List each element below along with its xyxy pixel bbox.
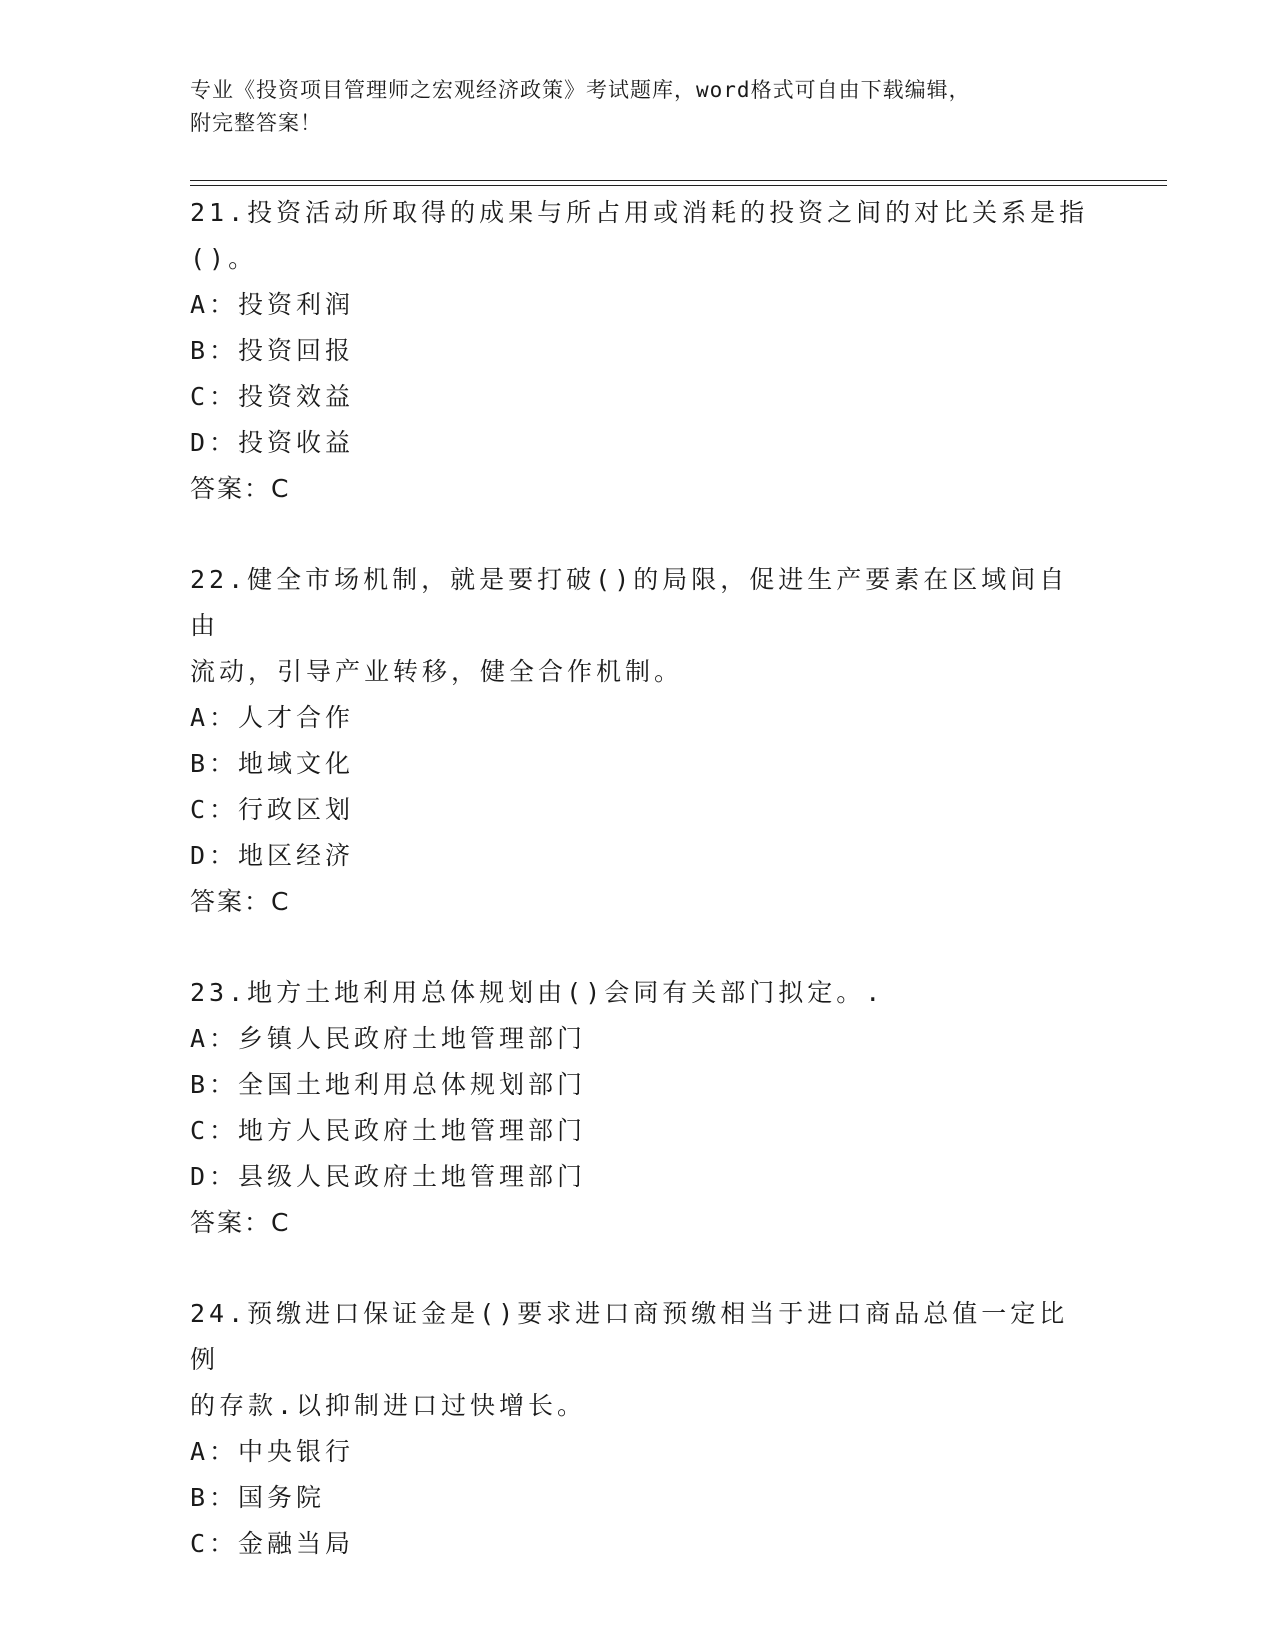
- option-c: C：金融当局: [190, 1529, 355, 1558]
- question-stem-line: 21.投资活动所取得的成果与所占用或消耗的投资之间的对比关系是指: [190, 198, 1089, 227]
- option-d: D：投资收益: [190, 428, 355, 457]
- answer-line: 答案：C: [190, 1208, 291, 1237]
- question-stem-line: 24.预缴进口保证金是()要求进口商预缴相当于进口商品总值一定比例: [190, 1299, 1069, 1374]
- question-stem-line: 的存款.以抑制进口过快增长。: [190, 1391, 587, 1420]
- question-stem-line: 22.健全市场机制，就是要打破()的局限，促进生产要素在区域间自由: [190, 565, 1069, 640]
- option-a: A：乡镇人民政府土地管理部门: [190, 1024, 587, 1053]
- option-d: D：县级人民政府土地管理部门: [190, 1162, 587, 1191]
- option-b: B：全国土地利用总体规划部门: [190, 1070, 587, 1099]
- header-line-2: 附完整答案！: [190, 111, 322, 135]
- header-divider-bottom: [190, 185, 1167, 186]
- question-item: [190, 557, 1090, 925]
- option-c: C：投资效益: [190, 382, 355, 411]
- header-line-1: 专业《投资项目管理师之宏观经济政策》考试题库，word格式可自由下载编辑，: [190, 78, 971, 102]
- question-stem-line: ()。: [190, 244, 258, 273]
- document-header: [190, 74, 1090, 140]
- option-b: B：地域文化: [190, 749, 355, 778]
- question-list: [190, 190, 1090, 1612]
- question-item: [190, 1291, 1090, 1567]
- question-item: [190, 970, 1090, 1246]
- header-divider-top: [190, 180, 1167, 181]
- option-a: A：投资利润: [190, 290, 355, 319]
- option-d: D：地区经济: [190, 841, 355, 870]
- answer-line: 答案：C: [190, 887, 291, 916]
- answer-line: 答案：C: [190, 474, 291, 503]
- option-b: B：投资回报: [190, 336, 355, 365]
- question-stem-line: 流动，引导产业转移，健全合作机制。: [190, 657, 684, 686]
- option-c: C：地方人民政府土地管理部门: [190, 1116, 587, 1145]
- option-a: A：人才合作: [190, 703, 355, 732]
- question-stem-line: 23.地方土地利用总体规划由()会同有关部门拟定。.: [190, 978, 885, 1007]
- option-a: A：中央银行: [190, 1437, 355, 1466]
- option-b: B：国务院: [190, 1483, 326, 1512]
- option-c: C：行政区划: [190, 795, 355, 824]
- question-item: [190, 190, 1090, 512]
